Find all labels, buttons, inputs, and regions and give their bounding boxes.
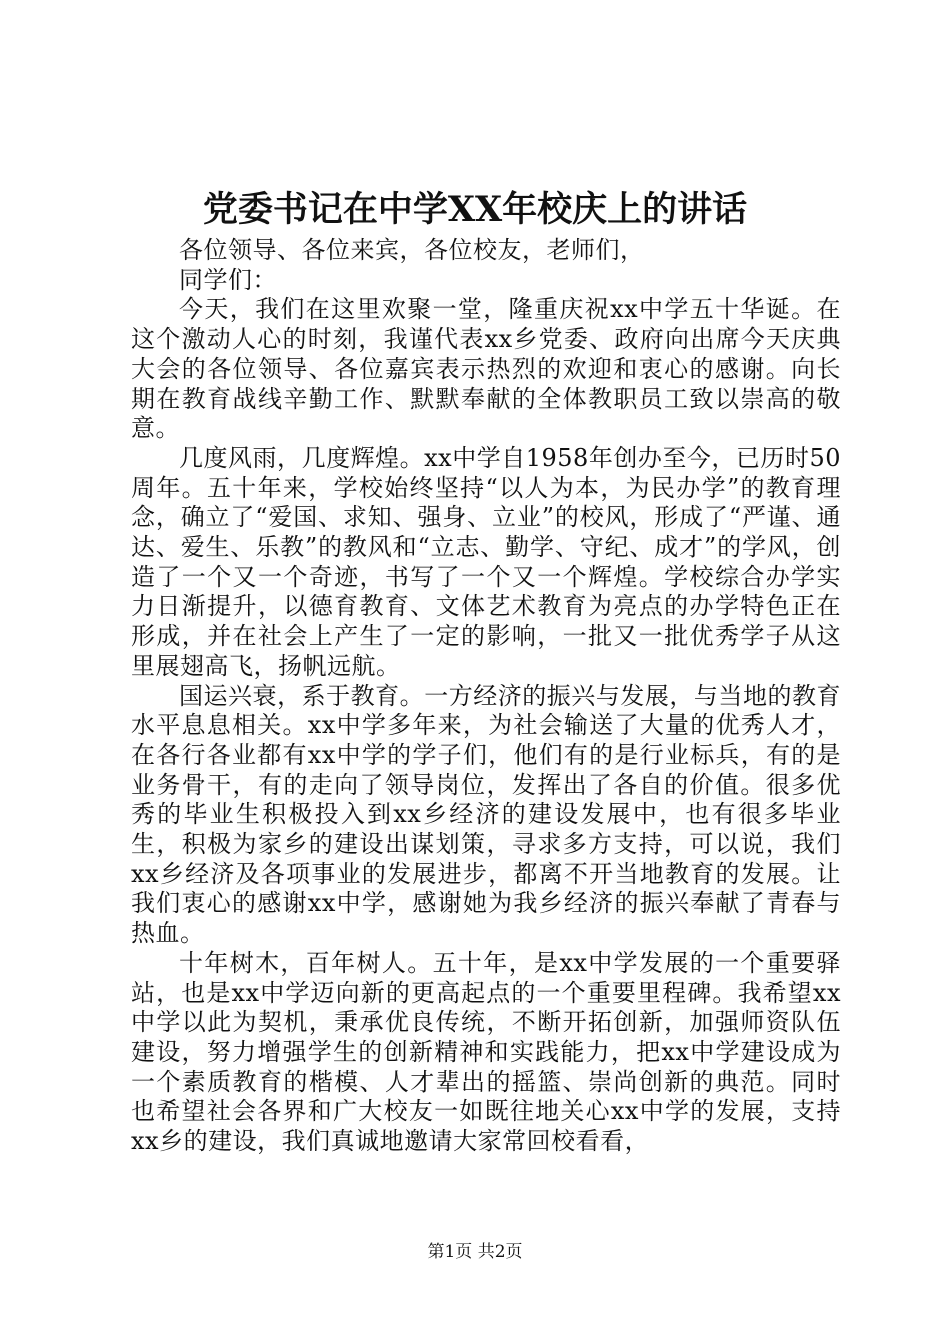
salutation-line-1: 各位领导、各位来宾，各位校友，老师们，: [179, 236, 645, 264]
document-title: 党委书记在中学XX年校庆上的讲话: [202, 189, 748, 230]
paragraph-1: 今天，我们在这里欢聚一堂，隆重庆祝xx中学五十华诞。在这个激动人心的时刻，我谨代表xx乡党委、政府向出席今天庆典大会的各位领导、各位嘉宾表示热烈的欢迎和衷心的感谢。向长期在教育战线辛勤工作、默默奉献的全体教职员工致以崇高的敬意。: [131, 295, 841, 443]
paragraph-2: 几度风雨，几度辉煌。xx中学自1958年创办至今，已历时50周年。五十年来，学校始终坚持“以人为本，为民办学”的教育理念，确立了“爱国、求知、强身、立业”的校风，形成了“严谨、通达、爱生、乐教”的教风和“立志、勤学、守纪、成才”的学风，创造了一个又一个奇迹，书写了一个又一个辉煌。学校综合办学实力日渐提升，以德育教育、文体艺术教育为亮点的办学特色正在形成，并在社会上产生了一定的影响，一批又一批优秀学子从这里展翅高飞，扬帆远航。: [131, 443, 841, 680]
salutation-line-2: 同学们：: [179, 265, 277, 294]
page-footer: 第1页 共2页: [427, 1242, 523, 1262]
paragraph-4: 十年树木，百年树人。五十年，是xx中学发展的一个重要驿站，也是xx中学迈向新的更高起点的一个重要里程碑。我希望xx中学以此为契机，秉承优良传统，不断开拓创新，加强师资队伍建设，努力增强学生的创新精神和实践能力，把xx中学建设成为一个素质教育的楷模、人才辈出的摇篮、崇尚创新的典范。同时也希望社会各界和广大校友一如既往地关心xx中学的发展，支持xx乡的建设，我们真诚地邀请大家常回校看看，: [131, 948, 841, 1156]
paragraph-3: 国运兴衰，系于教育。一方经济的振兴与发展，与当地的教育水平息息相关。xx中学多年来，为社会输送了大量的优秀人才，在各行各业都有xx中学的学子们，他们有的是行业标兵，有的是业务骨干，有的走向了领导岗位，发挥出了各自的价值。很多优秀的毕业生积极投入到xx乡经济的建设发展中，也有很多毕业生，积极为家乡的建设出谋划策，寻求多方支持，可以说，我们xx乡经济及各项事业的发展进步，都离不开当地教育的发展。让我们衷心的感谢xx中学，感谢她为我乡经济的振兴奉献了青春与热血。: [131, 681, 841, 948]
document-body: [131, 236, 841, 1157]
